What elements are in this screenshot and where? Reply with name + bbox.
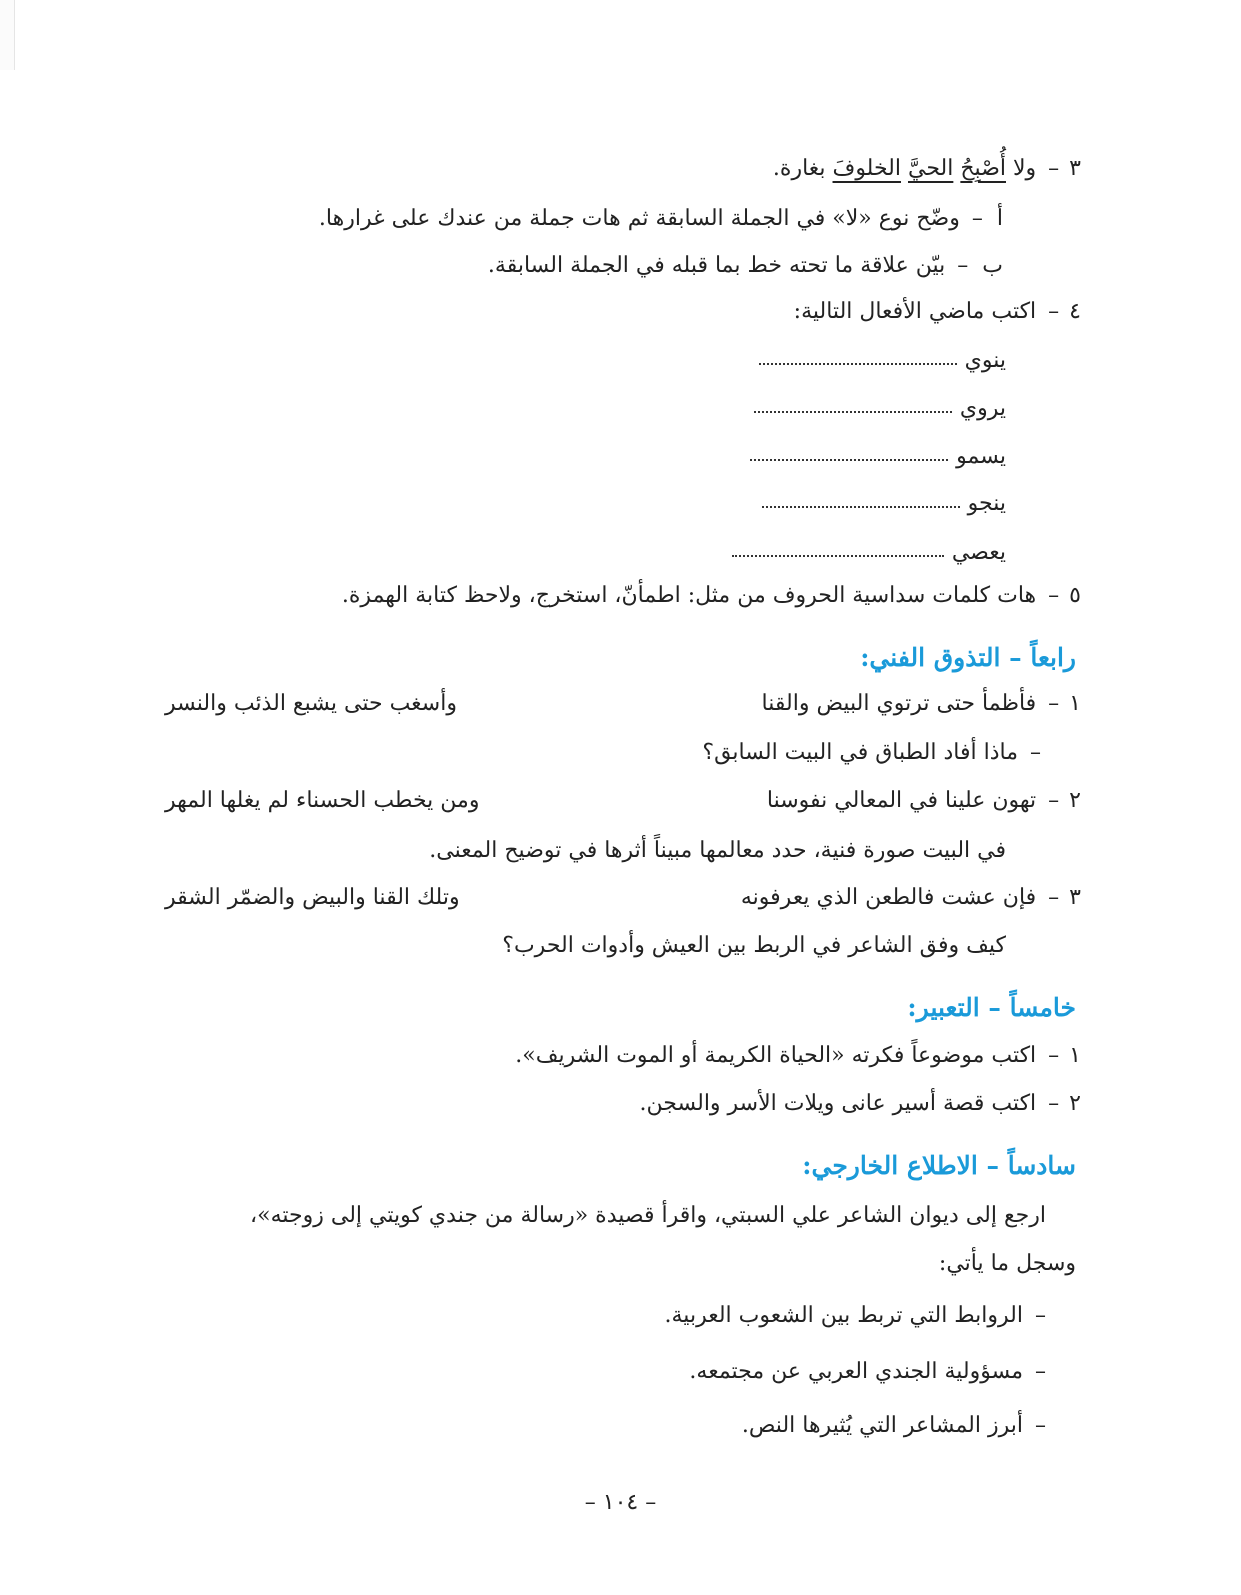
question-number: ٣ bbox=[1069, 885, 1081, 910]
verse-2-question: في البيت صورة فنية، حدد معالمها مبيناً أثرها في توضيح المعنى. bbox=[429, 838, 1006, 863]
dash: – bbox=[1048, 788, 1060, 813]
verse-hemistich: ومن يخطب الحسناء لم يغلها المهر bbox=[165, 788, 480, 813]
sub-letter: أ bbox=[996, 206, 1003, 231]
verse-3 bbox=[165, 882, 1081, 914]
verse-hemistich: وأسغب حتى يشبع الذئب والنسر bbox=[165, 691, 457, 716]
question-text: بغارة. bbox=[772, 156, 826, 181]
section-heading: سادساً – الاطلاع الخارجي: bbox=[802, 1151, 1076, 1180]
reading-instruction: وسجل ما يأتي: bbox=[938, 1251, 1076, 1276]
list-item bbox=[689, 1356, 1046, 1388]
answer-dots[interactable] bbox=[732, 549, 944, 557]
verse-1-question bbox=[702, 737, 1041, 769]
question-number: ٢ bbox=[1069, 788, 1081, 813]
dash: – bbox=[1048, 156, 1060, 181]
dash: – bbox=[1048, 1043, 1060, 1068]
question-number: ٣ bbox=[1069, 156, 1081, 181]
question-text: اكتب ماضي الأفعال التالية: bbox=[793, 299, 1037, 324]
answer-dots[interactable] bbox=[754, 405, 952, 413]
list-item bbox=[742, 1410, 1046, 1442]
question-number: ٤ bbox=[1069, 299, 1081, 324]
sub-letter: ب bbox=[982, 253, 1003, 278]
dash: – bbox=[1035, 1413, 1046, 1438]
question-3a bbox=[319, 203, 1003, 235]
underlined-word: أُصْبِحُ bbox=[960, 156, 1006, 181]
dash: – bbox=[1035, 1303, 1046, 1328]
answer-dots[interactable] bbox=[759, 357, 957, 365]
dash: – bbox=[1048, 583, 1060, 608]
question-3b bbox=[488, 250, 1003, 282]
verb-blank[interactable] bbox=[759, 345, 1006, 377]
question-number: ٥ bbox=[1069, 583, 1081, 608]
verb-label: يروي bbox=[959, 396, 1006, 421]
question-text: بيّن علاقة ما تحته خط بما قبله في الجملة السابقة. bbox=[487, 253, 946, 278]
page-number: – ١٠٤ – bbox=[584, 1490, 657, 1515]
dash: – bbox=[971, 206, 983, 231]
reading-instruction: ارجع إلى ديوان الشاعر علي السبتي، واقرأ قصيدة «رسالة من جندي كويتي إلى زوجته»، bbox=[250, 1203, 1046, 1228]
dash: – bbox=[1048, 885, 1060, 910]
question-text: هات كلمات سداسية الحروف من مثل: اطمأنّ، استخرج، ولاحظ كتابة الهمزة. bbox=[341, 583, 1037, 608]
dash: – bbox=[1048, 691, 1060, 716]
question-number: ١ bbox=[1069, 1043, 1081, 1068]
verb-blank[interactable] bbox=[762, 488, 1006, 520]
verse-3-question: كيف وفق الشاعر في الربط بين العيش وأدوات الحرب؟ bbox=[502, 933, 1006, 958]
verse-2 bbox=[165, 785, 1081, 817]
verse-1 bbox=[165, 688, 1081, 720]
answer-dots[interactable] bbox=[750, 453, 948, 461]
expression-question-2 bbox=[640, 1088, 1081, 1120]
question-text: ولا bbox=[1013, 156, 1037, 181]
verb-blank[interactable] bbox=[750, 441, 1006, 473]
list-item-text: مسؤولية الجندي العربي عن مجتمعه. bbox=[689, 1359, 1023, 1384]
dash: – bbox=[1048, 1091, 1060, 1116]
expression-question-1 bbox=[515, 1040, 1081, 1072]
verb-blank[interactable] bbox=[754, 393, 1006, 425]
dash: – bbox=[1048, 299, 1060, 324]
underlined-word: الحيَّ bbox=[908, 156, 954, 181]
question-number: ١ bbox=[1069, 691, 1081, 716]
question-3 bbox=[773, 153, 1081, 185]
question-number: ٢ bbox=[1069, 1091, 1081, 1116]
verb-label: ينوي bbox=[964, 348, 1006, 373]
verse-hemistich: وتلك القنا والبيض والضمّر الشقر bbox=[165, 885, 460, 910]
verse-hemistich: فأظمأ حتى ترتوي البيض والقنا bbox=[761, 691, 1037, 716]
dash: – bbox=[1035, 1359, 1046, 1384]
verb-label: ينجو bbox=[967, 491, 1006, 516]
verb-blank[interactable] bbox=[732, 537, 1006, 569]
section-heading: خامساً – التعبير: bbox=[907, 993, 1076, 1022]
verb-label: يسمو bbox=[956, 444, 1006, 469]
verse-hemistich: فإن عشت فالطعن الذي يعرفونه bbox=[740, 885, 1037, 910]
question-4 bbox=[794, 296, 1081, 328]
list-item bbox=[665, 1300, 1046, 1332]
verb-label: يعصي bbox=[951, 540, 1006, 565]
underlined-word: الخلوفَ bbox=[832, 156, 901, 181]
list-item-text: أبرز المشاعر التي يُثيرها النص. bbox=[741, 1413, 1023, 1438]
verse-hemistich: تهون علينا في المعالي نفوسنا bbox=[766, 788, 1037, 813]
page-edge bbox=[0, 0, 15, 70]
question-5 bbox=[342, 580, 1081, 612]
list-item-text: الروابط التي تربط بين الشعوب العربية. bbox=[664, 1303, 1023, 1328]
answer-dots[interactable] bbox=[762, 500, 960, 508]
question-text: وضّح نوع «لا» في الجملة السابقة ثم هات جملة من عندك على غرارها. bbox=[318, 206, 960, 231]
question-text: ماذا أفاد الطباق في البيت السابق؟ bbox=[702, 740, 1018, 765]
dash: – bbox=[1030, 740, 1041, 765]
section-heading: رابعاً – التذوق الفني: bbox=[860, 643, 1076, 672]
question-text: اكتب قصة أسير عانى ويلات الأسر والسجن. bbox=[639, 1091, 1037, 1116]
dash: – bbox=[957, 253, 969, 278]
question-text: اكتب موضوعاً فكرته «الحياة الكريمة أو الموت الشريف». bbox=[515, 1043, 1037, 1068]
